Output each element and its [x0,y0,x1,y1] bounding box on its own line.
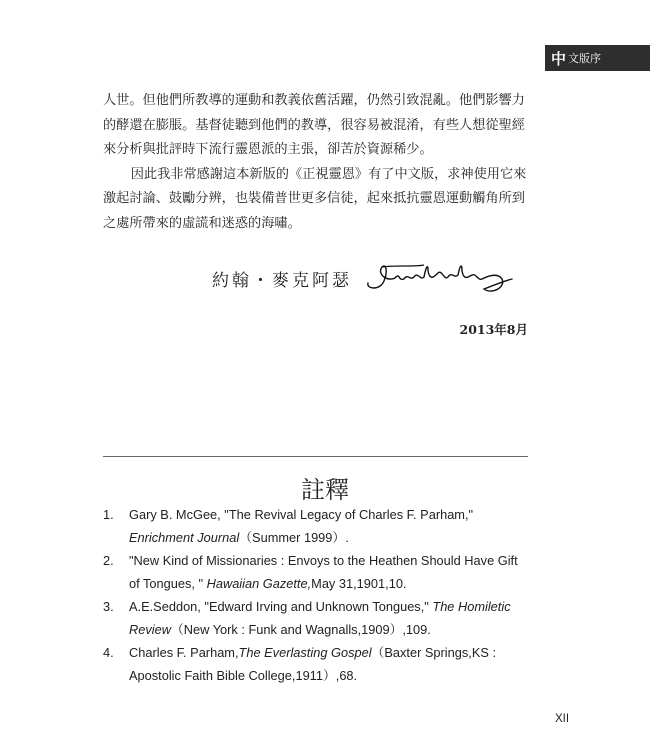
note-item [103,641,528,687]
note-item [103,549,528,595]
section-tab-main: 中 [551,49,567,68]
note-number: 4. [103,645,114,660]
section-tab [545,45,650,71]
note-text: "New Kind of Missionaries : Envoys to the Heathen Should Have Gift of Tongues, " Hawaiian Gazette,May 31,1901,10. [129,553,518,591]
note-text: A.E.Seddon, "Edward Irving and Unknown Tongues," The Homiletic Review（New York : Funk and Wagnalls,1909）,109. [129,599,511,637]
note-text: Charles F. Parham,The Everlasting Gospel（Baxter Springs,KS : Apostolic Faith Bible College,1911）,68. [129,645,497,683]
handwritten-signature [364,259,514,297]
paragraph: 人世。但他們所教導的運動和教義依舊活躍，仍然引致混亂。他們影響力的酵還在膨脹。基督徒聽到他們的教導，很容易被混淆，有些人想從聖經來分析與批評時下流行靈恩派的主張，卻苦於資源稀少。 [103,93,525,157]
notes-title: 註釋 [301,476,349,504]
paragraph: 因此我非常感謝這本新版的《正視靈恩》有了中文版，求神使用它來激起討論、鼓勵分辨，也裝備普世更多信徒，起來抵抗靈恩運動觸角所到之處所帶來的虛謊和迷惑的海嘯。 [103,166,527,231]
signature-line [212,258,514,298]
note-number: 1. [103,507,114,522]
date: 2013年8月 [459,322,528,337]
note-item [103,503,528,549]
note-number: 2. [103,553,114,568]
section-tab-sub: 文版序 [568,52,602,65]
note-number: 3. [103,599,114,614]
page-number: XII [555,713,570,725]
author-name: 約翰・麥克阿瑟 [212,270,352,291]
note-text: Gary B. McGee, "The Revival Legacy of Charles F. Parham," Enrichment Journal（Summer 1999）. [129,507,474,545]
note-item [103,595,528,641]
divider [103,456,528,457]
notes-list [103,503,528,687]
preface-body [103,89,528,236]
